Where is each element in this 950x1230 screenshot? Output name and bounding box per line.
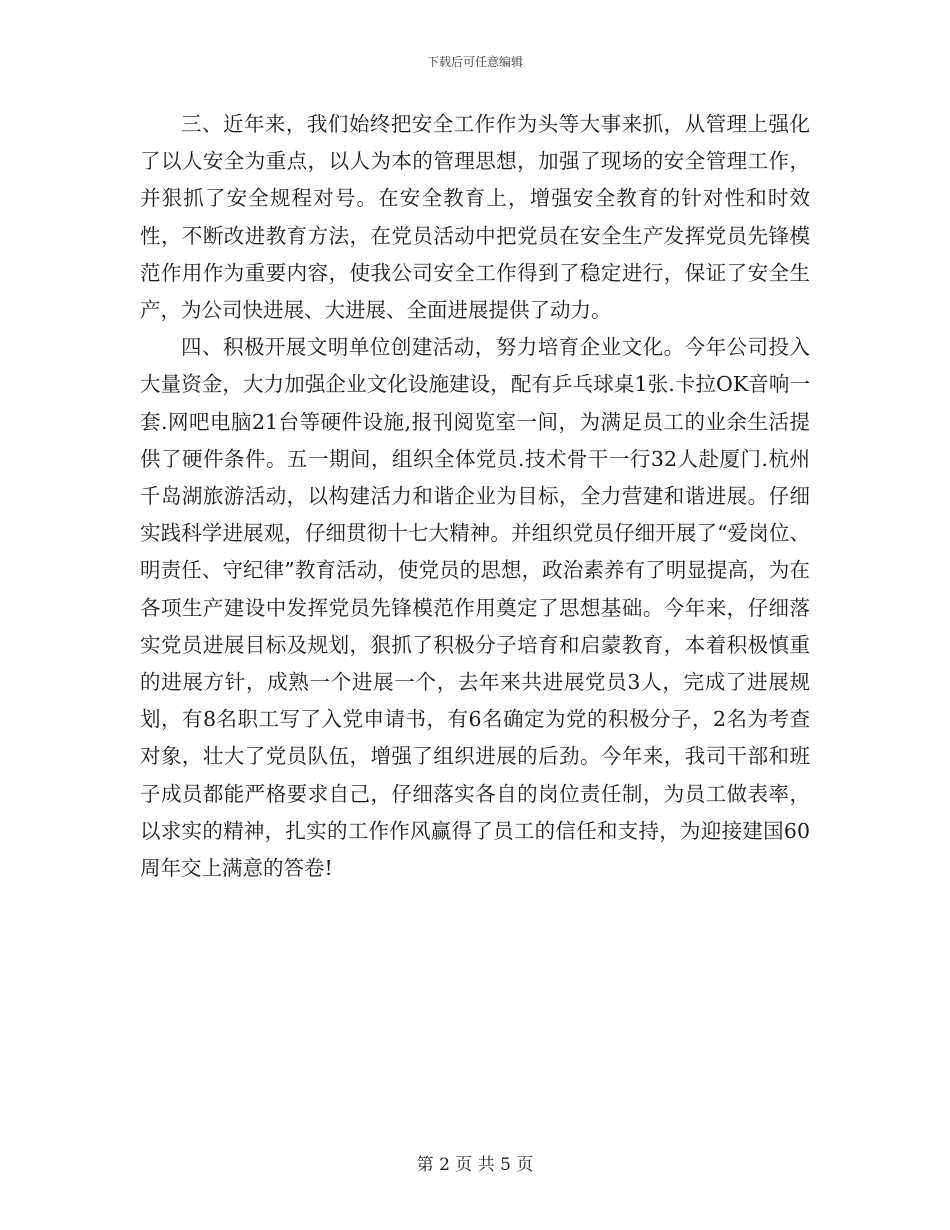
- page-number: 第 2 页 共 5 页: [416, 1155, 534, 1175]
- paragraph-culture: 四、积极开展文明单位创建活动，努力培育企业文化。今年公司投入大量资金，大力加强企业文化设施建设，配有乒乓球桌1张.卡拉OK音响一套.网吧电脑21台等硬件设施,报刊阅览室一间，为满足员工的业余生活提供了硬件条件。五一期间，组织全体党员.技术骨干一行32人赴厦门.杭州千岛湖旅游活动，以构建活力和谐企业为目标，全力营建和谐进展。仔细实践科学进展观，仔细贯彻十七大精神。并组织党员仔细开展了“爱岗位、明责任、守纪律”教育活动，使党员的思想，政治素养有了明显提高，为在各项生产建设中发挥党员先锋模范作用奠定了思想基础。今年来，仔细落实党员进展目标及规划，狠抓了积极分子培育和启蒙教育，本着积极慎重的进展方针，成熟一个进展一个，去年来共进展党员3人，完成了进展规划，有8名职工写了入党申请书，有6名确定为党的积极分子，2名为考查对象，壮大了党员队伍，增强了组织进展的后劲。今年来，我司干部和班子成员都能严格要求自己，仔细落实各自的岗位责任制，为员工做表率，以求实的精神，扎实的工作作风赢得了员工的信任和支持，为迎接建国60周年交上满意的答卷!: [140, 335, 810, 881]
- page-header: 下载后可任意编辑: [426, 55, 523, 69]
- paragraph-safety: 三、近年来，我们始终把安全工作作为头等大事来抓，从管理上强化了以人安全为重点，以人为本的管理思想，加强了现场的安全管理工作，并狠抓了安全规程对号。在安全教育上，增强安全教育的针对性和时效性，不断改进教育方法，在党员活动中把党员在安全生产发挥党员先锋模范作用作为重要内容，使我公司安全工作得到了稳定进行，保证了安全生产，为公司快进展、大进展、全面进展提供了动力。: [140, 112, 810, 323]
- document-body: [140, 106, 810, 887]
